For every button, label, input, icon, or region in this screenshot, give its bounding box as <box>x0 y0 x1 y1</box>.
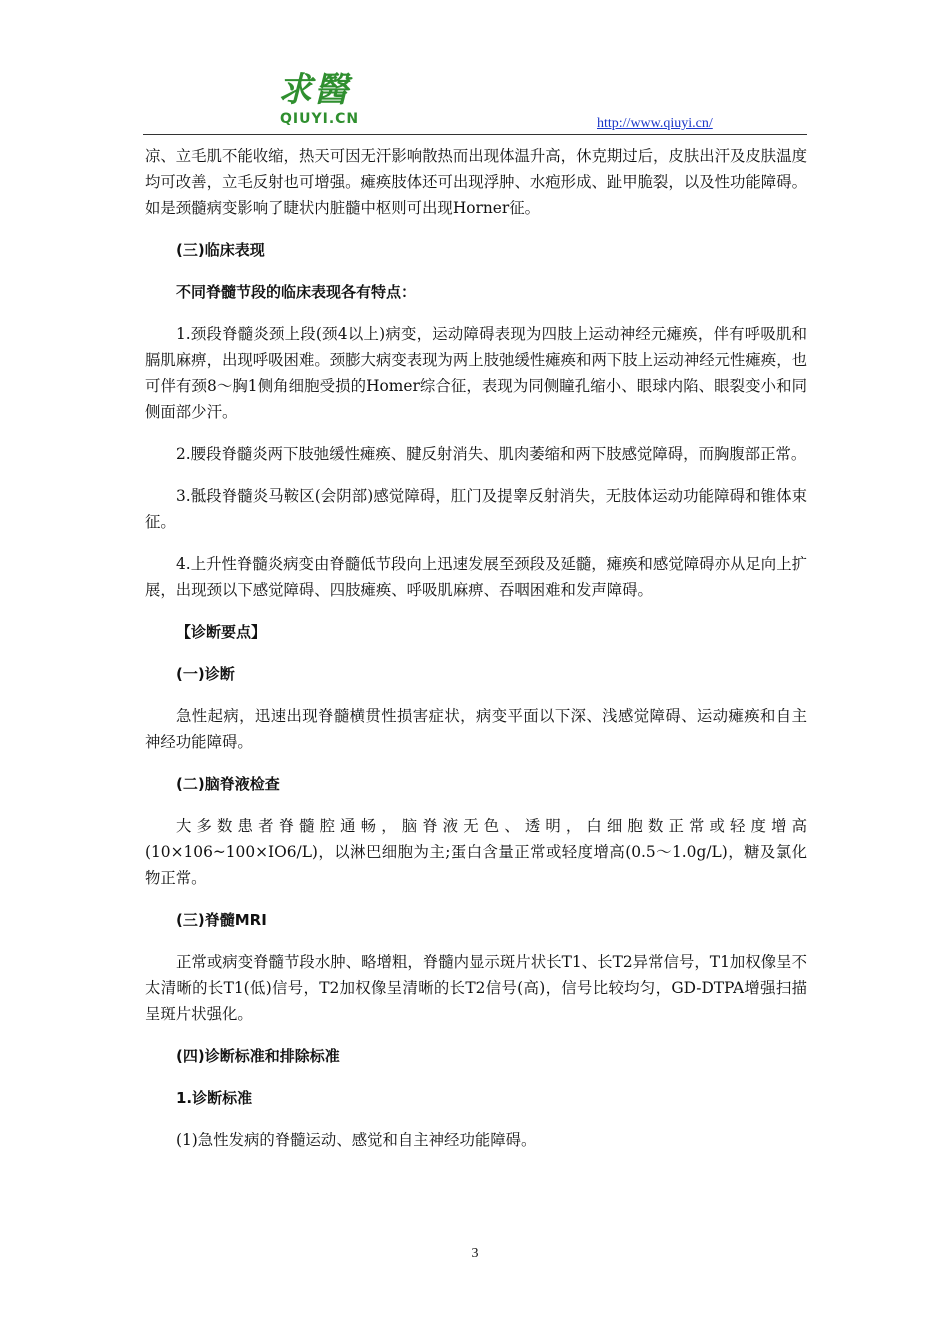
paragraph-autonomic: 凉、立毛肌不能收缩，热天可因无汗影响散热而出现体温升高，休克期过后，皮肤出汗及皮肤温度均可改善，立毛反射也可增强。瘫痪肢体还可出现浮肿、水疱形成、趾甲脆裂，以及性功能障碍。如是颈髓病变影响了睫状内脏髓中枢则可出现Horner征。 <box>145 147 807 217</box>
logo-english-text: QIUYI.CN <box>280 111 360 127</box>
qiuyi-logo <box>278 70 398 132</box>
header-divider <box>143 134 807 135</box>
heading-criteria-1: 1.诊断标准 <box>176 1089 253 1107</box>
paragraph-csf: 大多数患者脊髓腔通畅，脑脊液无色、透明，白细胞数正常或轻度增高(10×106~100×IO6/L)，以淋巴细胞为主;蛋白含量正常或轻度增高(0.5～1.0g/L)，糖及氯化物正常。 <box>145 817 807 887</box>
paragraph-mri: 正常或病变脊髓节段水肿、略增粗，脊髓内显示斑片状长T1、长T2异常信号，T1加权像呈不太清晰的长T1(低)信号，T2加权像呈清晰的长T2信号(高)，信号比较均匀，GD-DTPA增强扫描呈斑片状强化。 <box>145 953 807 1023</box>
heading-mri: (三)脊髓MRI <box>176 911 267 929</box>
paragraph-ascending: 4.上升性脊髓炎病变由脊髓低节段向上迅速发展至颈段及延髓，瘫痪和感觉障碍亦从足向上扩展，出现颈以下感觉障碍、四肢瘫痪、呼吸肌麻痹、吞咽困难和发声障碍。 <box>145 555 807 599</box>
heading-diagnosis-points: 【诊断要点】 <box>176 623 267 641</box>
paragraph-sacral: 3.骶段脊髓炎马鞍区(会阴部)感觉障碍，肛门及提睾反射消失，无肢体运动功能障碍和锥体束征。 <box>145 487 807 531</box>
heading-clinical-manifestations: (三)临床表现 <box>176 241 265 259</box>
heading-csf: (二)脑脊液检查 <box>176 775 280 793</box>
paragraph-diagnosis: 急性起病，迅速出现脊髓横贯性损害症状，病变平面以下深、浅感觉障碍、运动瘫痪和自主神经功能障碍。 <box>145 707 807 751</box>
paragraph-cervical: 1.颈段脊髓炎颈上段(颈4以上)病变，运动障碍表现为四肢上运动神经元瘫痪，伴有呼吸肌和膈肌麻痹，出现呼吸困难。颈膨大病变表现为两上肢弛缓性瘫痪和两下肢上运动神经元性瘫痪，也可伴有颈8～胸1侧角细胞受损的Homer综合征，表现为同侧瞳孔缩小、眼球内陷、眼裂变小和同侧面部少汗。 <box>145 325 807 421</box>
paragraph-lumbar: 2.腰段脊髓炎两下肢弛缓性瘫痪、腱反射消失、肌肉萎缩和两下肢感觉障碍，而胸腹部正常。 <box>176 445 807 463</box>
document-body <box>145 143 807 1153</box>
heading-diagnosis: (一)诊断 <box>176 665 235 683</box>
page-number: 3 <box>471 1246 479 1261</box>
paragraph-criteria-1: (1)急性发病的脊髓运动、感觉和自主神经功能障碍。 <box>176 1131 537 1149</box>
heading-segment-features: 不同脊髓节段的临床表现各有特点： <box>176 283 417 301</box>
logo-chinese-text: 求醫 <box>278 70 350 110</box>
header-url-link[interactable]: http://www.qiuyi.cn/ <box>597 116 713 131</box>
heading-criteria: (四)诊断标准和排除标准 <box>176 1047 340 1065</box>
